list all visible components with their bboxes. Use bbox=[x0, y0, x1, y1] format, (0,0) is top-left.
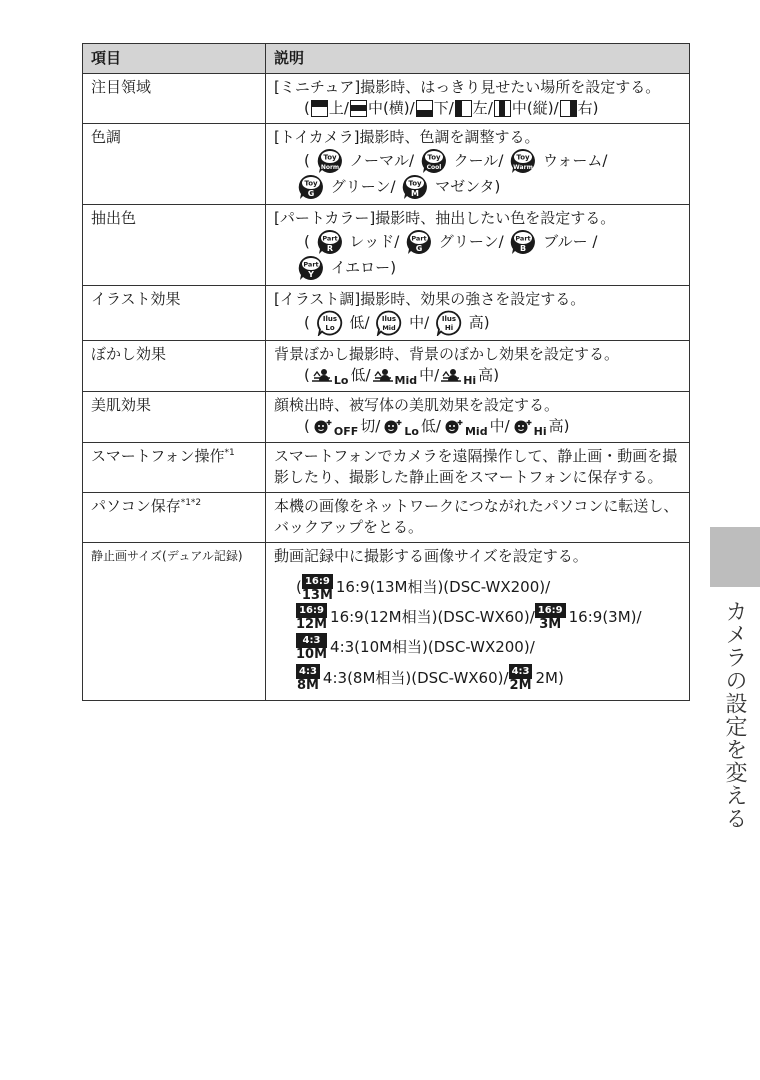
toy-warm-icon bbox=[510, 148, 536, 174]
header-description: 説明 bbox=[266, 44, 690, 74]
svg-text:M: M bbox=[411, 189, 420, 198]
area-left-icon bbox=[455, 100, 472, 117]
toy-cool-icon bbox=[421, 148, 447, 174]
part-green-icon bbox=[406, 229, 432, 255]
defocus-person-icon bbox=[311, 368, 333, 384]
svg-text:Ilus: Ilus bbox=[441, 315, 456, 323]
item-focus-area: 注目領域 bbox=[83, 74, 266, 124]
desc-dual-rec-size: 動画記録中に撮影する画像サイズを設定する。 ( 16:9 13M 16:9(13M相当)(DSC-WX200)/ 16:9 12M 16:9(12M相当)(DSC-WX60)/ 16:9 3M 16:9(3M)/ 4:3 10M 4:3(10M相当)(DSC-WX200)/ 4:3 8M 4:3(8M相当)(DSC-WX60)/ 4:3 2M 2M) bbox=[266, 543, 690, 701]
chapter-title: カメラの設定を変える bbox=[722, 600, 747, 830]
table-row bbox=[83, 493, 690, 543]
table-row bbox=[83, 341, 690, 392]
toy-green-icon bbox=[298, 174, 324, 200]
svg-text:Warm: Warm bbox=[513, 164, 533, 171]
item-illustration-effect: イラスト効果 bbox=[83, 286, 266, 341]
size-12m-icon: 16:9 12M bbox=[296, 605, 328, 632]
svg-text:Norm: Norm bbox=[320, 164, 339, 171]
svg-text:G: G bbox=[307, 189, 315, 198]
soft-skin-face-icon bbox=[381, 419, 403, 435]
svg-text:Toy: Toy bbox=[427, 153, 441, 162]
svg-text:Toy: Toy bbox=[408, 179, 422, 188]
svg-text:Part: Part bbox=[303, 260, 319, 269]
toy-normal-icon bbox=[317, 148, 343, 174]
area-bottom-icon bbox=[416, 100, 433, 117]
table-header bbox=[83, 44, 690, 74]
defocus-person-icon bbox=[372, 368, 394, 384]
table-row bbox=[83, 543, 690, 701]
chapter-tab bbox=[710, 527, 760, 587]
item-soft-skin-effect: 美肌効果 bbox=[83, 392, 266, 443]
part-blue-icon bbox=[510, 229, 536, 255]
illust-mid-icon bbox=[376, 310, 402, 336]
illust-high-icon bbox=[436, 310, 462, 336]
focus-options: ( 上/ 中(横)/ 下/ 左/ 中(縦)/ 右) bbox=[304, 99, 599, 117]
table-row bbox=[83, 286, 690, 341]
table-row bbox=[83, 443, 690, 493]
desc-illustration-effect: [イラスト調]撮影時、効果の強さを設定する。 ( Ilus Lo 低/ Ilus Mid 中/ Ilus Hi 高) bbox=[266, 286, 690, 341]
illust-low-icon bbox=[317, 310, 343, 336]
part-yellow-icon bbox=[298, 255, 324, 281]
item-tone: 色調 bbox=[83, 124, 266, 205]
defocus-person-icon bbox=[440, 368, 462, 384]
area-middle-horizontal-icon bbox=[350, 100, 367, 117]
desc-smartphone-control: スマートフォンでカメラを遠隔操作して、静止画・動画を撮影したり、撮影した静止画をスマートフォンに保存する。 bbox=[266, 443, 690, 493]
item-extract-color: 抽出色 bbox=[83, 205, 266, 286]
footnote-mark: *1 bbox=[224, 448, 235, 458]
table-row bbox=[83, 392, 690, 443]
size-8m-icon: 4:3 8M bbox=[296, 666, 319, 693]
desc-soft-skin-effect: 顔検出時、被写体の美肌効果を設定する。 ( $_{OFF}$ 切/ $_{Lo}$ 低/ $_{Mid}$ 中/ $_{Hi}$ 高) bbox=[266, 392, 690, 443]
svg-text:Ilus: Ilus bbox=[322, 315, 337, 323]
soft-skin-face-icon bbox=[311, 419, 333, 435]
desc-defocus-effect: 背景ぼかし撮影時、背景のぼかし効果を設定する。 ( $_{Lo}$ 低/ $_{Mid}$ 中/ $_{Hi}$ 高) bbox=[266, 341, 690, 392]
area-top-icon bbox=[311, 100, 328, 117]
soft-skin-face-icon bbox=[442, 419, 464, 435]
desc-pc-backup: 本機の画像をネットワークにつながれたパソコンに転送し、バックアップをとる。 bbox=[266, 493, 690, 543]
svg-text:B: B bbox=[520, 244, 527, 253]
svg-text:Part: Part bbox=[321, 234, 338, 243]
table-row bbox=[83, 124, 690, 205]
svg-text:G: G bbox=[415, 244, 423, 253]
desc-tone: [トイカメラ]撮影時、色調を調整する。 ( Toy Norm ノーマル/ Toy Cool クール/ Toy Warm ウォーム/ Toy G グリーン/ Toy M マゼンタ) bbox=[266, 124, 690, 205]
size-10m-icon: 4:3 10M bbox=[296, 635, 328, 662]
svg-text:Ilus: Ilus bbox=[382, 315, 397, 323]
toy-magenta-icon bbox=[402, 174, 428, 200]
header-item: 項目 bbox=[83, 44, 266, 74]
item-dual-rec-size: 静止画サイズ(デュアル記録) bbox=[83, 543, 266, 701]
item-defocus-effect: ぼかし効果 bbox=[83, 341, 266, 392]
size-2m-icon: 4:3 2M bbox=[509, 666, 532, 693]
soft-skin-face-icon bbox=[511, 419, 533, 435]
svg-text:Part: Part bbox=[411, 234, 427, 243]
area-right-icon bbox=[560, 100, 577, 117]
svg-text:Mid: Mid bbox=[382, 324, 396, 332]
area-middle-vertical-icon bbox=[494, 100, 511, 117]
svg-text:Toy: Toy bbox=[516, 153, 530, 162]
desc-focus-area: [ミニチュア]撮影時、はっきり見せたい場所を設定する。 ( 上/ 中(横)/ 下/ 左/ 中(縦)/ 右) bbox=[266, 74, 690, 124]
size-13m-icon: 16:9 13M bbox=[301, 575, 333, 603]
item-smartphone-control: スマートフォン操作$^{*1}$ bbox=[83, 443, 266, 493]
settings-table bbox=[82, 43, 690, 701]
item-pc-backup: パソコン保存$^{*1*2}$ bbox=[83, 493, 266, 543]
svg-text:R: R bbox=[326, 244, 333, 253]
svg-text:Part: Part bbox=[515, 234, 532, 243]
part-red-icon bbox=[317, 229, 343, 255]
svg-text:Toy: Toy bbox=[323, 153, 337, 162]
size-3m-icon: 16:9 3M bbox=[535, 603, 566, 631]
svg-text:Toy: Toy bbox=[304, 179, 318, 188]
footnote-mark: *1*2 bbox=[180, 498, 202, 508]
table-row bbox=[83, 74, 690, 124]
svg-text:Y: Y bbox=[308, 270, 314, 279]
table-row bbox=[83, 205, 690, 286]
svg-text:Hi: Hi bbox=[444, 324, 454, 332]
desc-extract-color: [パートカラー]撮影時、抽出したい色を設定する。 ( Part R レッド/ Part G グリーン/ Part B ブルー / Part Y イエロー) bbox=[266, 205, 690, 286]
svg-text:Cool: Cool bbox=[426, 164, 442, 171]
svg-text:Lo: Lo bbox=[325, 324, 335, 332]
